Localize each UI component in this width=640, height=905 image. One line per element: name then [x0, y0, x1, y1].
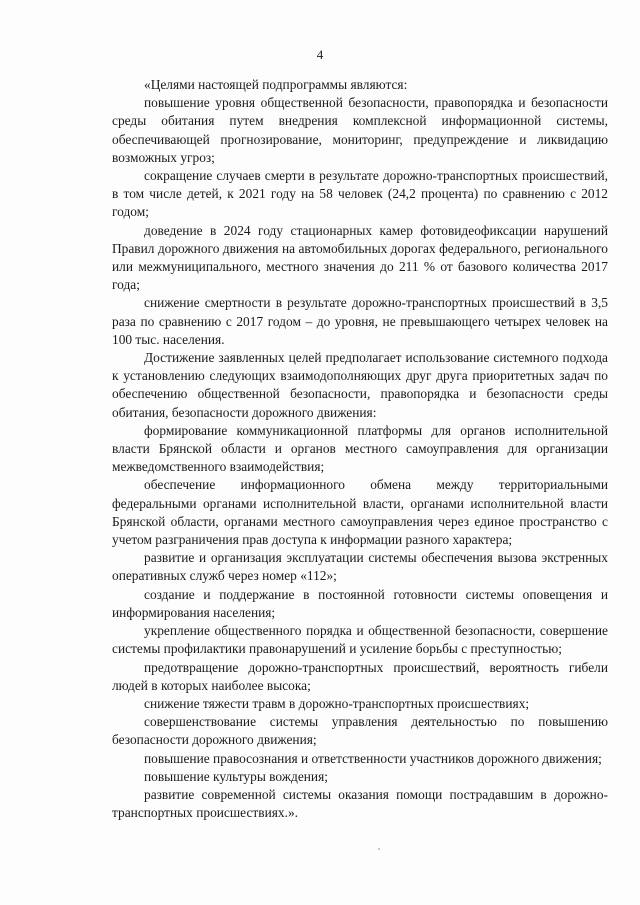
- paragraph-goal-security: повышение уровня общественной безопасности, правопорядка и безопасности среды обитания путем внедрения комплексной информационной системы, обеспечивающей прогнозирование, мониторинг, предупреждение и ликвидацию возможных угроз;: [112, 95, 608, 165]
- paragraph-task-warning-system: создание и поддержание в постоянной готовности системы оповещения и информирования населения;: [112, 586, 608, 620]
- paragraph-task-public-order: укрепление общественного порядка и общественной безопасности, совершение системы профилактики правонарушений и усиление борьбы с преступностью;: [112, 623, 608, 657]
- document-body: [112, 76, 608, 822]
- paragraph-task-injury-reduction: снижение тяжести травм в дорожно-транспортных происшествиях;: [144, 695, 530, 711]
- paragraph-task-management: совершенствование системы управления деятельностью по повышению безопасности дорожного движения;: [112, 714, 608, 748]
- paragraph-task-victim-assistance: развитие современной системы оказания помощи пострадавшим в дорожно-транспортных происшествиях.».: [112, 786, 608, 821]
- paragraph-task-112: развитие и организация эксплуатации системы обеспечения вызова экстренных оперативных служб через номер «112»;: [112, 550, 608, 584]
- paragraph-task-platform: формирование коммуникационной платформы для органов исполнительной власти Брянской области и органов местного самоуправления для организации межведомственного взаимодействия;: [112, 422, 608, 475]
- paragraph-goal-cameras: доведение в 2024 году стационарных камер фотовидеофиксации нарушений Правил дорожного движения на автомобильных дорогах федерального, регионального или межмуниципального, местного значения до 211 % от базового количества 2017 года;: [112, 222, 608, 293]
- page-number: 4: [316, 47, 324, 62]
- paragraph-goal-mortality: снижение смертности в результате дорожно-транспортных происшествий в 3,5 раза по сравнению с 2017 годом – до уровня, не превышающего четырех человек на 100 тыс. населения.: [112, 295, 608, 347]
- paragraph-task-legal-awareness: повышение правосознания и ответственности участников дорожного движения;: [144, 750, 602, 766]
- paragraph-task-accident-prevention: предотвращение дорожно-транспортных происшествий, вероятность гибели людей в которых наиболее высока;: [112, 659, 608, 693]
- paragraph-task-driving-culture: повышение культуры вождения;: [144, 768, 328, 784]
- paragraph-intro: «Целями настоящей подпрограммы являются:: [144, 77, 408, 92]
- scan-speck: [378, 848, 380, 850]
- paragraph-task-information-exchange: обеспечение информационного обмена между территориальными федеральными органами исполнительной власти, органами исполнительной власти Брянской области, органами местного самоуправления через единое пространство с учетом разграничения прав доступа к информации разного характера;: [112, 477, 608, 548]
- paragraph-tasks-intro: Достижение заявленных целей предполагает использование системного подхода к установлению следующих взаимодополняющих друг друга приоритетных задач по обеспечению общественной безопасности, правопорядка и безопасности среды обитания, безопасности дорожного движения:: [112, 350, 608, 420]
- paragraph-goal-fatalities-reduction: сокращение случаев смерти в результате дорожно-транспортных происшествий, в том числе детей, к 2021 году на 58 человек (24,2 процента) по сравнению с 2012 годом;: [112, 168, 608, 220]
